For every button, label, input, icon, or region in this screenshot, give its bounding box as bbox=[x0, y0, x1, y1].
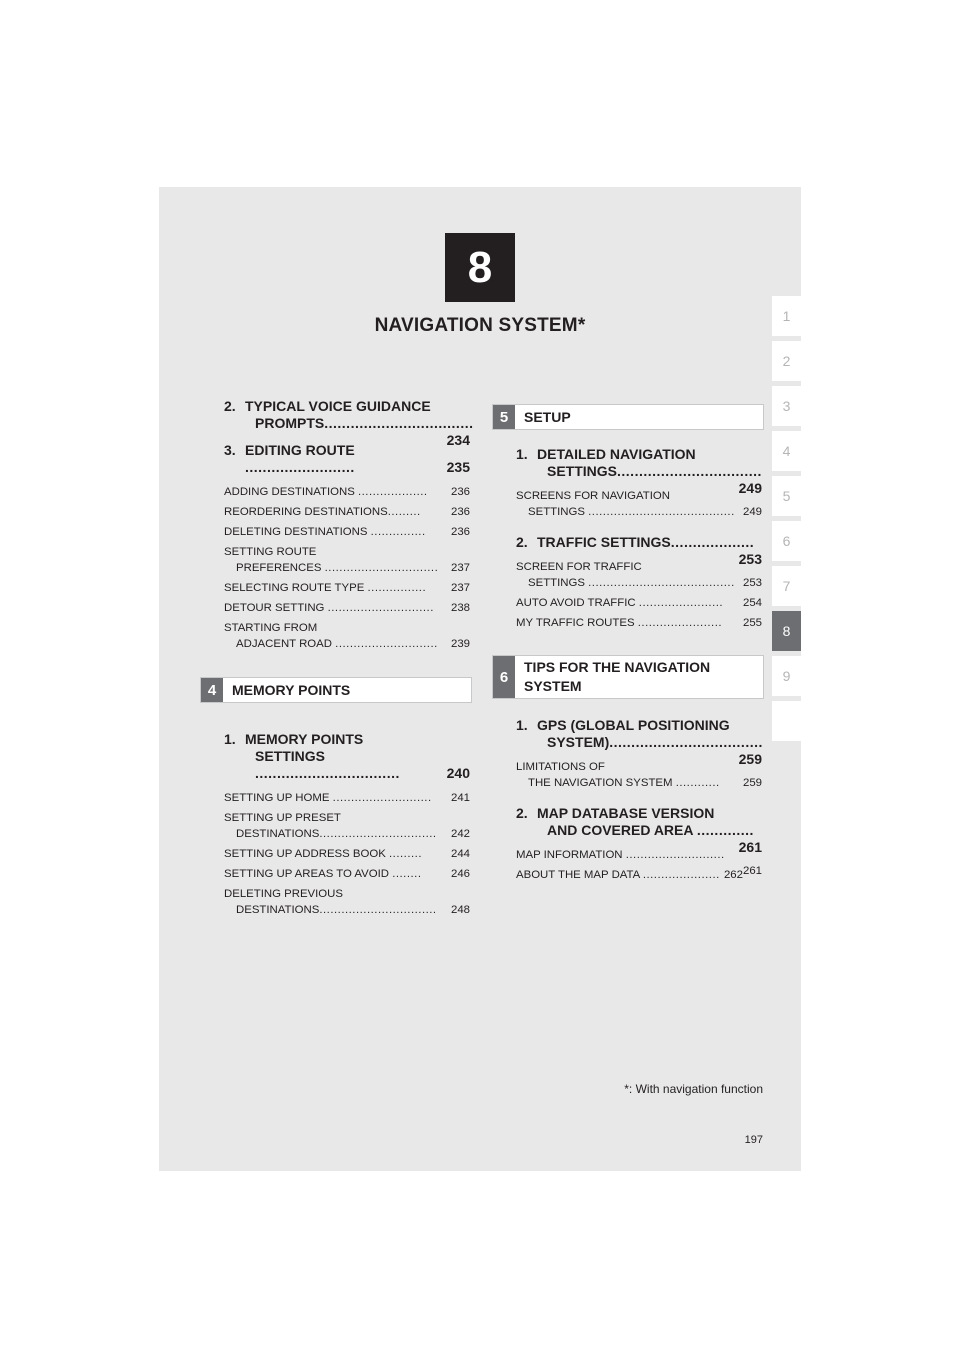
toc-subentry[interactable]: DELETING PREVIOUS DESTINATIONS................................ 248 bbox=[224, 888, 470, 916]
section-number: 4 bbox=[201, 678, 223, 702]
chapter-tab-6[interactable]: 6 bbox=[772, 521, 801, 561]
toc-entry-memory-points-settings[interactable]: 1. MEMORY POINTS SETTINGS ................................. 240 bbox=[224, 731, 470, 781]
toc-subentry[interactable]: AUTO AVOID TRAFFIC ....................... 254 bbox=[516, 597, 762, 609]
section-title: TIPS FOR THE NAVIGATION bbox=[524, 659, 711, 675]
toc-subentry[interactable]: ABOUT THE MAP DATA ..................... 262 bbox=[516, 869, 743, 881]
toc-subentry[interactable]: SETTING UP HOME ........................... 241 bbox=[224, 792, 470, 804]
toc-left-column bbox=[207, 398, 474, 922]
toc-subentry[interactable]: SETTING UP AREAS TO AVOID ........ 246 bbox=[224, 868, 470, 880]
chapter-tab-2[interactable]: 2 bbox=[772, 341, 801, 381]
section-header-setup bbox=[492, 404, 764, 430]
chapter-title: NAVIGATION SYSTEM* bbox=[374, 315, 586, 336]
toc-subentry[interactable]: SETTING ROUTE PREFERENCES ............................... 237 bbox=[224, 546, 470, 574]
toc-subentry[interactable]: SCREEN FOR TRAFFIC SETTINGS ........................................ 253 bbox=[516, 561, 762, 589]
section-header-tips bbox=[492, 655, 764, 699]
chapter-tab-9[interactable]: 9 bbox=[772, 656, 801, 696]
toc-entry-editing-route[interactable]: 3. EDITING ROUTE ......................... 235 bbox=[224, 442, 470, 475]
toc-subentry[interactable]: REORDERING DESTINATIONS......... 236 bbox=[224, 506, 470, 518]
toc-subentry[interactable]: SETTING UP ADDRESS BOOK ......... 244 bbox=[224, 848, 470, 860]
section-header-memory-points bbox=[200, 677, 472, 703]
chapter-tab-4[interactable]: 4 bbox=[772, 431, 801, 471]
chapter-tab-3[interactable]: 3 bbox=[772, 386, 801, 426]
toc-subentry[interactable]: MY TRAFFIC ROUTES ....................... 255 bbox=[516, 617, 762, 629]
section-title-line2: SYSTEM bbox=[524, 678, 582, 694]
toc-subentry[interactable]: DETOUR SETTING ............................. 238 bbox=[224, 602, 470, 614]
toc-subentry[interactable]: DELETING DESTINATIONS ............... 236 bbox=[224, 526, 470, 538]
toc-subentry[interactable]: STARTING FROM ADJACENT ROAD ............................ 239 bbox=[224, 622, 470, 650]
section-title: MEMORY POINTS bbox=[232, 681, 351, 698]
toc-subentry[interactable]: ADDING DESTINATIONS ................... 236 bbox=[224, 486, 470, 498]
toc-subentry[interactable]: SETTING UP PRESET DESTINATIONS................................ 242 bbox=[224, 812, 470, 840]
footnote: *: With navigation function bbox=[624, 1082, 763, 1096]
chapter-tabs bbox=[772, 296, 801, 746]
toc-entry-traffic-settings[interactable]: 2. TRAFFIC SETTINGS................... 253 bbox=[516, 534, 762, 567]
chapter-tab-8[interactable]: 8 bbox=[772, 611, 801, 651]
chapter-tab-7[interactable]: 7 bbox=[772, 566, 801, 606]
page-number: 197 bbox=[744, 1134, 763, 1146]
toc-entry-detailed-navigation-settings[interactable]: 1. DETAILED NAVIGATION SETTINGS................................. 249 bbox=[516, 446, 762, 496]
toc-subentry[interactable]: MAP INFORMATION ........................... 261 bbox=[516, 849, 762, 877]
chapter-number-badge: 8 bbox=[445, 233, 515, 302]
section-number: 6 bbox=[493, 656, 515, 698]
toc-right-column bbox=[499, 404, 764, 887]
section-title: SETUP bbox=[524, 408, 571, 425]
toc-entry-map-database[interactable]: 2. MAP DATABASE VERSION AND COVERED AREA ............. 261 bbox=[516, 805, 762, 855]
chapter-tab-blank bbox=[772, 701, 801, 741]
chapter-tab-1[interactable]: 1 bbox=[772, 296, 801, 336]
toc-subentry[interactable]: SCREENS FOR NAVIGATION SETTINGS ........................................ 249 bbox=[516, 490, 762, 518]
section-number: 5 bbox=[493, 405, 515, 429]
chapter-tab-5[interactable]: 5 bbox=[772, 476, 801, 516]
toc-entry-voice-guidance[interactable]: 2. TYPICAL VOICE GUIDANCE PROMPTS.................................. 234 bbox=[224, 398, 474, 448]
toc-entry-gps[interactable]: 1. GPS (GLOBAL POSITIONING SYSTEM)................................... 259 bbox=[516, 717, 763, 767]
toc-subentry[interactable]: LIMITATIONS OF THE NAVIGATION SYSTEM ............ 259 bbox=[516, 761, 762, 789]
toc-subentry[interactable]: SELECTING ROUTE TYPE ................ 237 bbox=[224, 582, 470, 594]
